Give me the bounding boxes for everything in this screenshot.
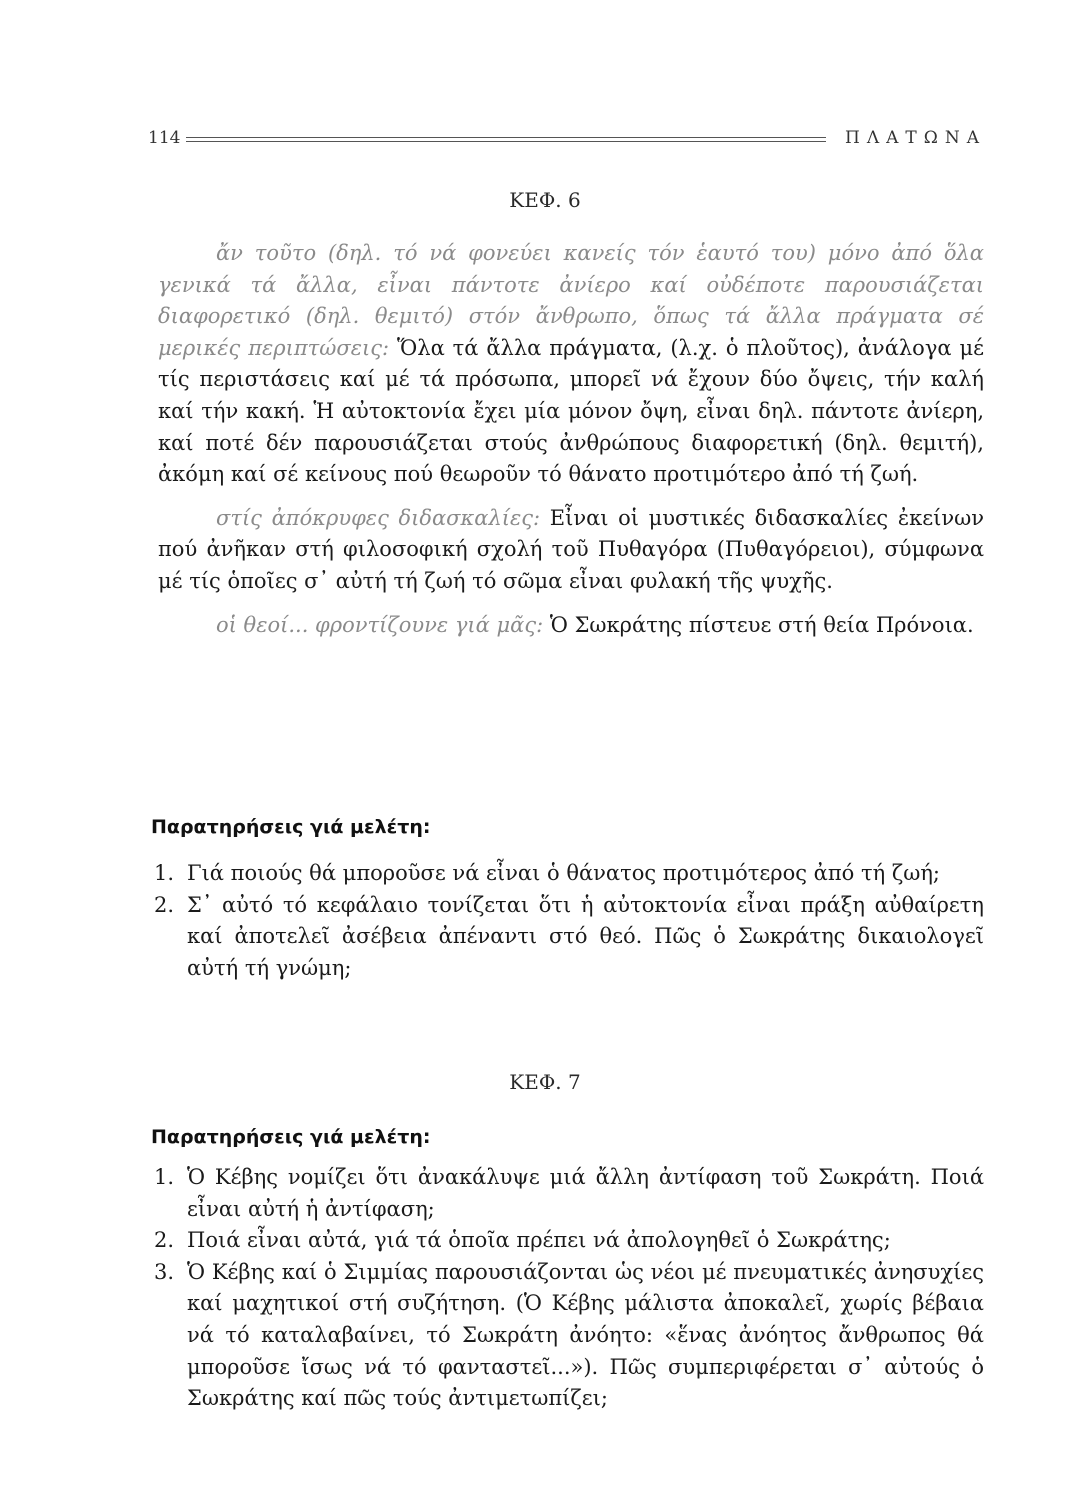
note-paragraph (158, 238, 984, 491)
item-text: Ὁ Κέβης νομίζει ὅτι ἀνακάλυψε μιά ἄλλη ἀντίφαση τοῦ Σωκράτη. Ποιά εἶναι αὐτή ἡ ἀντίφαση; (187, 1165, 984, 1221)
page-number: 114 (148, 128, 181, 148)
note-text: Εἶναι οἱ μυστικές διδασκαλίες ἐκείνων πού ἀνῆκαν στή φιλοσοφική σχολή τοῦ Πυθαγόρα (Πυθαγόρειοι), σύμφωνα μέ τίς ὁποῖες σ᾽ αὐτή τή ζωή τό σῶμα εἶναι φυλακή τῆς ψυχῆς. (158, 505, 984, 593)
note-lemma: στίς ἀπόκρυφες διδασκαλίες: (216, 505, 541, 530)
header-rule (186, 137, 826, 142)
note-lemma: οἱ θεοί... φροντίζουνε γιά μᾶς: (216, 612, 544, 637)
list-item (154, 1225, 984, 1257)
list-item (154, 1257, 984, 1415)
chapter-6-title: ΚΕΦ. 6 (509, 188, 581, 212)
running-title: ΠΛΑΤΩΝΑ (845, 128, 986, 148)
list-item (154, 890, 984, 985)
chapter-6-notes (158, 238, 984, 641)
item-text: Γιά ποιούς θά μποροῦσε νά εἶναι ὁ θάνατος προτιμότερος ἀπό τή ζωή; (187, 861, 940, 885)
page-header (148, 128, 986, 152)
note-lemma: ἄν τοῦτο (δηλ. τό νά φονεύει κανείς τόν ἑαυτό του) μόνο ἀπό ὅλα γενικά τά ἄλλα, εἶναι πάντοτε ἀνίερο καί οὐδέποτε παρουσιάζεται διαφορετικό (δηλ. θεμιτό) στόν ἄνθρωπο, ὅπως τά ἄλλα πράγματα σέ μερικές περιπτώσεις: (158, 241, 984, 360)
list-item (154, 1162, 984, 1225)
note-text: Ὁ Σωκράτης πίστευε στή θεία Πρόνοια. (549, 612, 974, 637)
item-number: 3. (154, 1259, 175, 1284)
item-text: Ὁ Κέβης καί ὁ Σιμμίας παρουσιάζονται ὡς νέοι μέ πνευματικές ἀνησυχίες καί μαχητικοί στή συζήτηση. (Ὁ Κέβης μάλιστα ἀποκαλεῖ, χωρίς βέβαια νά τό καταλαβαίνει, τό Σωκράτη ἀνόητο: «ἕνας ἀνόητος ἄνθρωπος θά μποροῦσε ἴσως νά τό φανταστεῖ...»). Πῶς συμπεριφέρεται σ᾽ αὐτούς ὁ Σωκράτης καί πῶς τούς ἀντιμετωπίζει; (187, 1259, 984, 1411)
item-text: Ποιά εἶναι αὐτά, γιά τά ὁποῖα πρέπει νά ἀπολογηθεῖ ὁ Σωκράτης; (187, 1228, 891, 1253)
chapter-7-title: ΚΕΦ. 7 (509, 1070, 581, 1094)
list-item (154, 858, 984, 890)
note-paragraph (158, 503, 984, 598)
item-number: 1. (154, 1165, 175, 1189)
note-paragraph (158, 610, 984, 642)
item-number: 2. (154, 1228, 175, 1253)
study-heading-ch7: Παρατηρήσεις γιά μελέτη: (151, 1126, 431, 1148)
study-questions-ch6 (154, 858, 984, 984)
item-number: 1. (154, 861, 175, 885)
study-questions-ch7 (154, 1162, 984, 1415)
item-text: Σ᾽ αὐτό τό κεφάλαιο τονίζεται ὅτι ἡ αὐτοκτονία εἶναι πράξη αὐθαίρετη καί ἀποτελεῖ ἀσέβεια ἀπέναντι στό θεό. Πῶς ὁ Σωκράτης δικαιολογεῖ αὐτή τή γνώμη; (187, 892, 984, 980)
note-text: Ὅλα τά ἄλλα πράγματα, (λ.χ. ὁ πλοῦτος), ἀνάλογα μέ τίς περιστάσεις καί μέ τά πρόσωπα, μπορεῖ νά ἔχουν δύο ὄψεις, τήν καλή καί τήν κακή. Ἡ αὐτοκτονία ἔχει μία μόνον ὄψη, εἶναι δηλ. πάντοτε ἀνίερη, καί ποτέ δέν παρουσιάζεται στούς ἀνθρώπους διαφορετική (δηλ. θεμιτή), ἀκόμη καί σέ κείνους πού θεωροῦν τό θάνατο προτιμότερο ἀπό τή ζωή. (158, 335, 984, 487)
item-number: 2. (154, 892, 175, 917)
study-heading-ch6: Παρατηρήσεις γιά μελέτη: (151, 816, 431, 838)
